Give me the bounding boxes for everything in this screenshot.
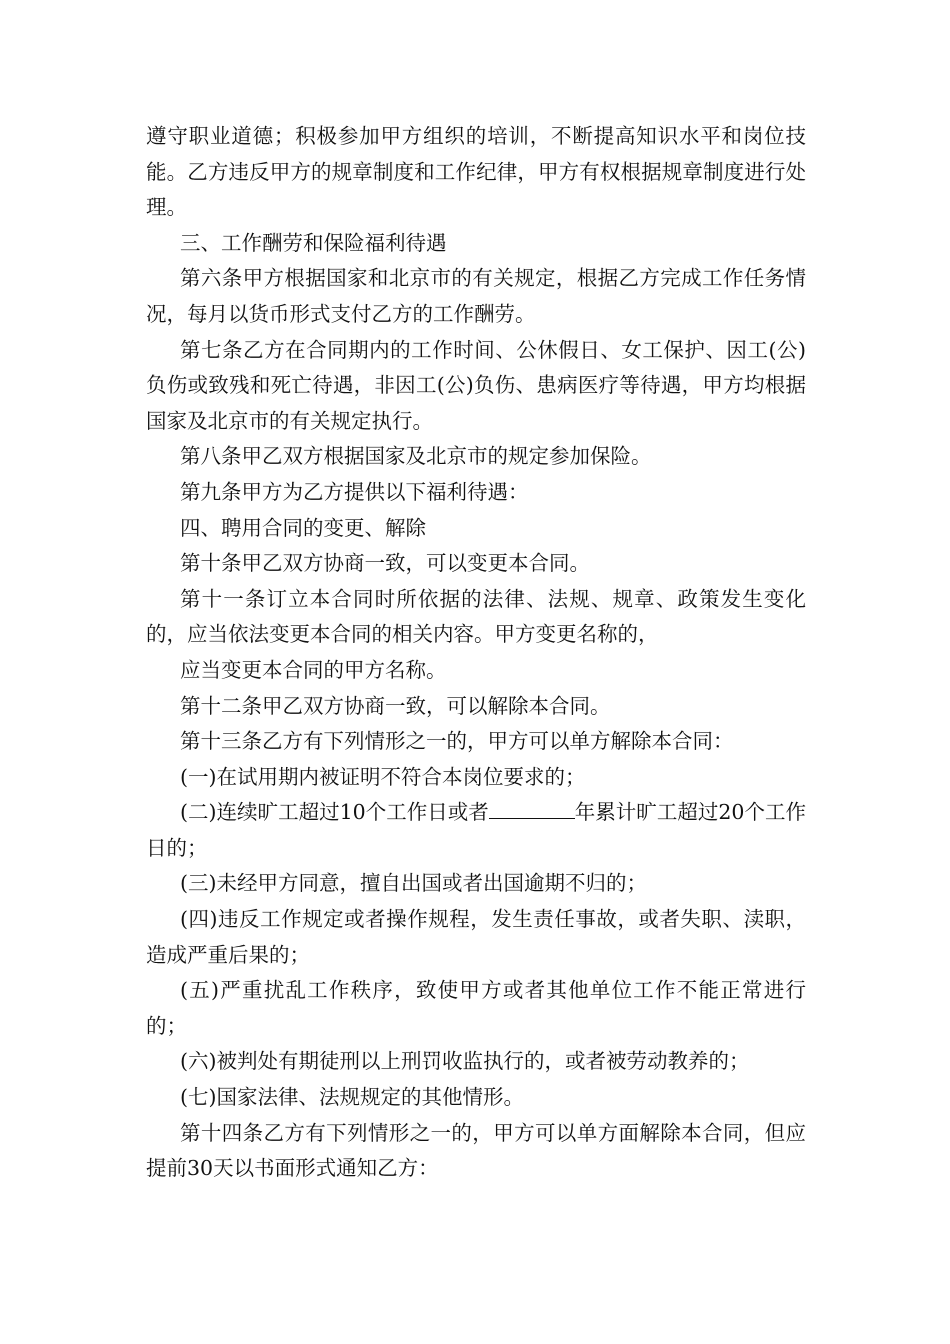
article-13-item-1: (一)在试用期内被证明不符合本岗位要求的；	[180, 764, 586, 789]
section-heading-change-termination: 四、聘用合同的变更、解除	[180, 515, 426, 540]
article-9: 第九条甲方为乙方提供以下福利待遇：	[180, 479, 529, 504]
article-13-item-3: (三)未经甲方同意，擅自出国或者出国逾期不归的；	[180, 871, 647, 896]
article-10: 第十条甲乙双方协商一致，可以变更本合同。	[180, 551, 590, 576]
item-2-text-after-blank: 年累计旷工超过20个工作日的；	[146, 800, 806, 860]
article-13-item-7: (七)国家法律、法规规定的其他情形。	[180, 1085, 524, 1110]
article-14: 第十四条乙方有下列情形之一的，甲方可以单方面解除本合同，但应提前30天以书面形式通知乙方：	[146, 1120, 806, 1181]
article-8: 第八条甲乙双方根据国家及北京市的规定参加保险。	[180, 444, 652, 469]
article-11: 第十一条订立本合同时所依据的法律、法规、规章、政策发生变化的，应当依法变更本合同的相关内容。甲方变更名称的，	[146, 586, 806, 647]
article-13: 第十三条乙方有下列情形之一的，甲方可以单方解除本合同：	[180, 729, 734, 754]
article-12: 第十二条甲乙双方协商一致，可以解除本合同。	[180, 693, 611, 718]
fill-in-blank	[489, 798, 575, 819]
article-11-continued: 应当变更本合同的甲方名称。	[180, 657, 447, 682]
document-body	[146, 119, 806, 1187]
article-13-item-6: (六)被判处有期徒刑以上刑罚收监执行的，或者被劳动教养的；	[180, 1049, 750, 1074]
paragraph-duty-continued: 遵守职业道德；积极参加甲方组织的培训，不断提高知识水平和岗位技能。乙方违反甲方的规章制度和工作纪律，甲方有权根据规章制度进行处理。	[146, 124, 806, 220]
article-13-item-4: (四)违反工作规定或者操作规程，发生责任事故，或者失职、渎职，造成严重后果的；	[146, 907, 806, 967]
article-7: 第七条乙方在合同期内的工作时间、公休假日、女工保护、因工(公)负伤或致残和死亡待遇，非因工(公)负伤、患病医疗等待遇，甲方均根据国家及北京市的有关规定执行。	[146, 337, 806, 433]
article-13-item-2	[146, 795, 806, 866]
article-6: 第六条甲方根据国家和北京市的有关规定，根据乙方完成工作任务情况，每月以货币形式支付乙方的工作酬劳。	[146, 266, 806, 326]
section-heading-compensation: 三、工作酬劳和保险福利待遇	[180, 230, 447, 255]
article-13-item-5: (五)严重扰乱工作秩序，致使甲方或者其他单位工作不能正常进行的；	[146, 978, 806, 1038]
item-2-text-before-blank: (二)连续旷工超过10个工作日或者	[180, 800, 489, 825]
